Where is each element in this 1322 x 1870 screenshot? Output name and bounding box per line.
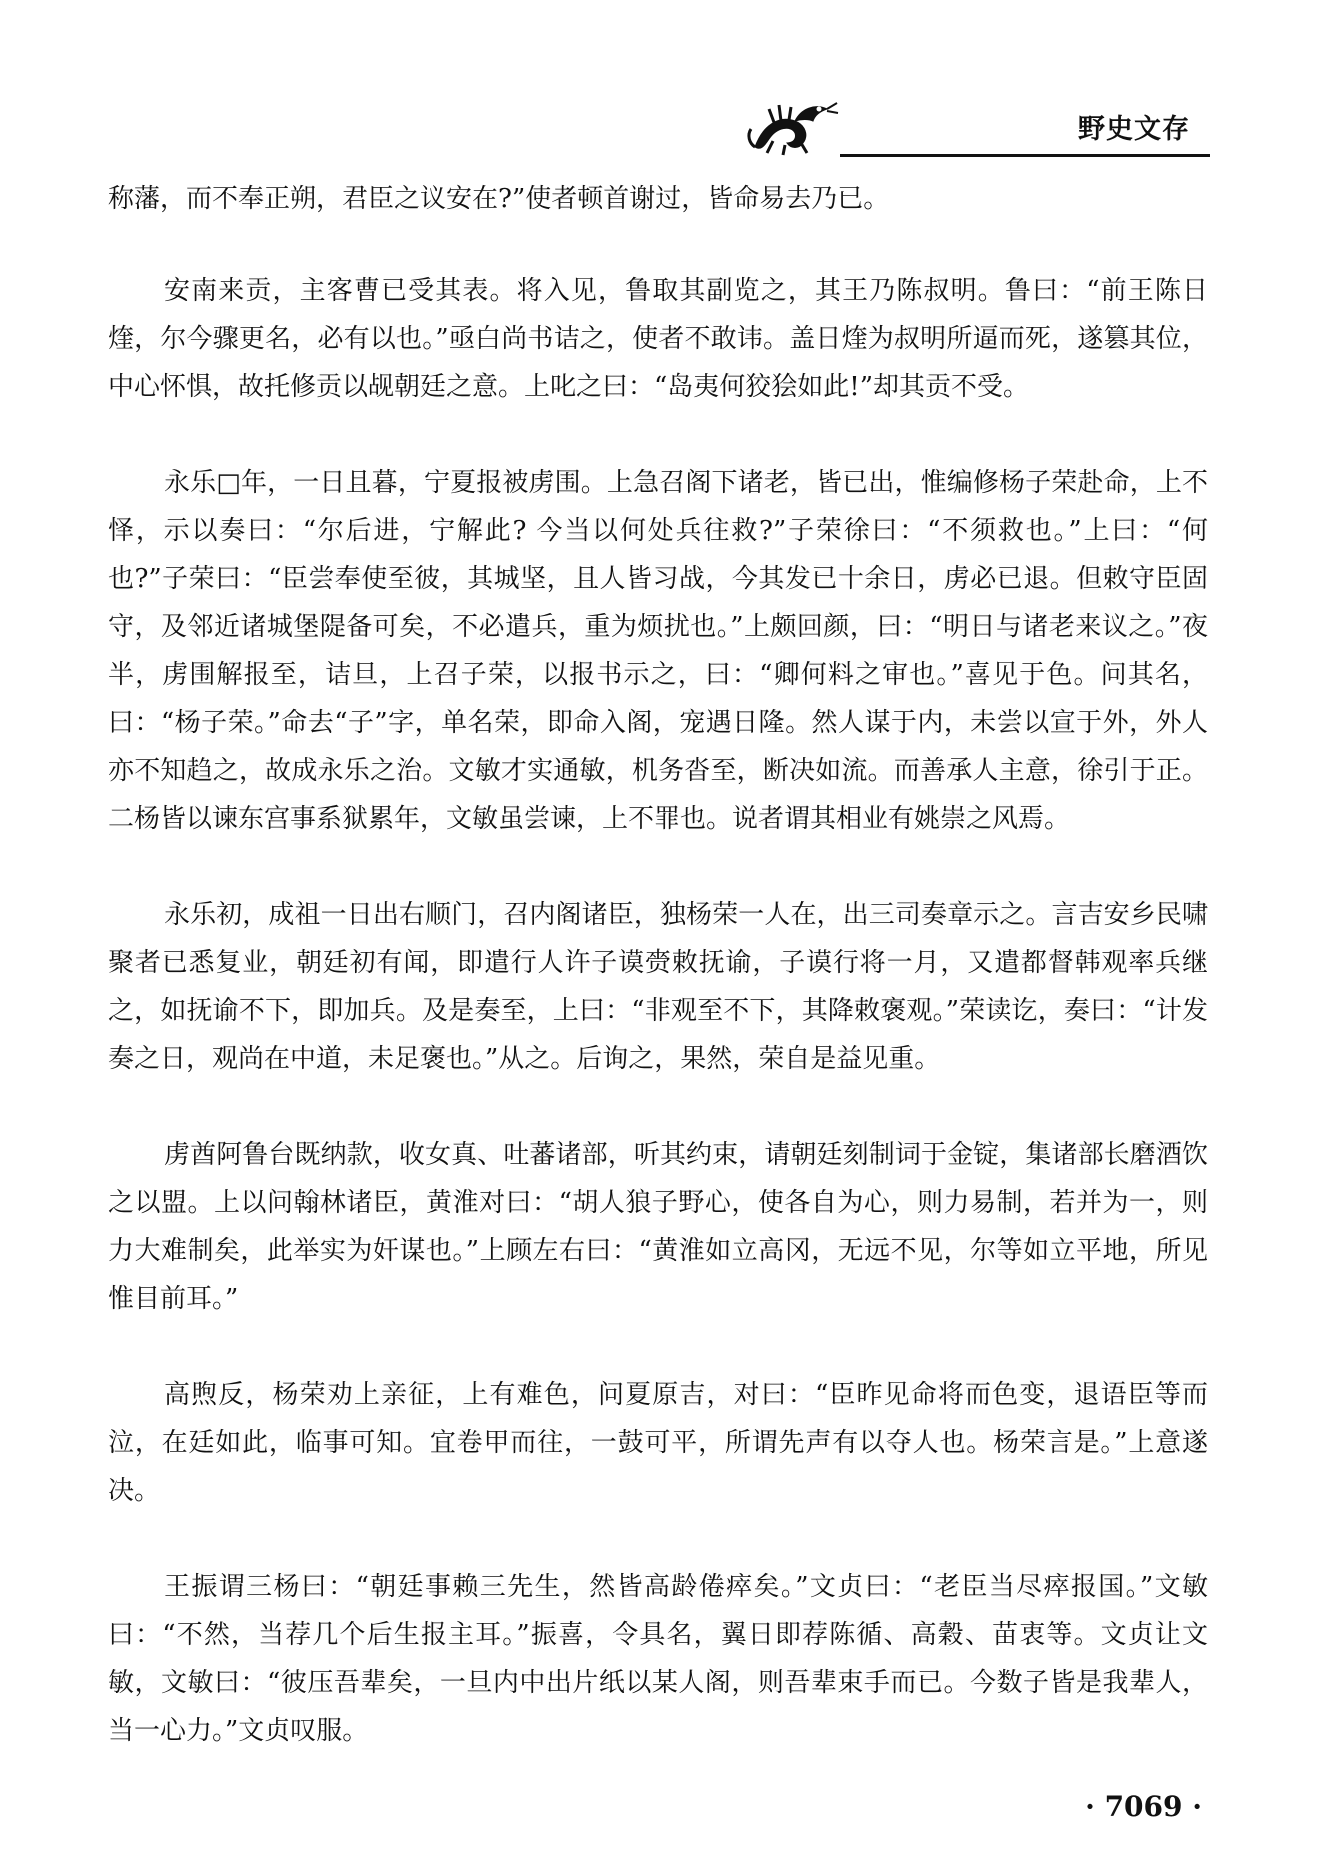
- main-text: [108, 175, 1208, 1803]
- paragraph: 永乐初，成祖一日出右顺门，召内阁诸臣，独杨荣一人在，出三司奏章示之。言吉安乡民啸聚者已悉复业，朝廷初有闻，即遣行人许子谟赍敕抚谕，子谟行将一月，又遣都督韩观率兵继之，如抚谕不下，即加兵。及是奏至，上曰：“非观至不下，其降敕褒观。”荣读讫，奏曰：“计发奏之日，观尚在中道，未足褒也。”从之。后询之，果然，荣自是益见重。: [108, 900, 1208, 1074]
- paragraph: 安南来贡，主客曹已受其表。将入见，鲁取其副览之，其王乃陈叔明。鲁曰：“前王陈日煃，尔今骤更名，必有以也。”亟白尚书诘之，使者不敢讳。盖日煃为叔明所逼而死，遂篡其位，中心怀惧，故托修贡以觇朝廷之意。上叱之曰：“岛夷何狡狯如此!”却其贡不受。: [108, 276, 1208, 402]
- running-header: [745, 95, 1210, 157]
- dragon-icon: [745, 95, 840, 157]
- paragraph: 王振谓三杨曰：“朝廷事赖三先生，然皆高龄倦瘁矣。”文贞曰：“老臣当尽瘁报国。”文敏曰：“不然，当荐几个后生报主耳。”振喜，令具名，翼日即荐陈循、高穀、苗衷等。文贞让文敏，文敏曰：“彼压吾辈矣，一旦内中出片纸以某人阁，则吾辈束手而已。今数子皆是我辈人，当一心力。”文贞叹服。: [108, 1572, 1208, 1746]
- page-number: · 7069 ·: [1085, 1790, 1202, 1823]
- header-title: 野史文存: [1078, 114, 1190, 145]
- paragraph: 高煦反，杨荣劝上亲征，上有难色，问夏原吉，对曰：“臣昨见命将而色变，退语臣等而泣，在廷如此，临事可知。宜卷甲而往，一鼓可平，所谓先声有以夺人也。杨荣言是。”上意遂决。: [108, 1380, 1208, 1506]
- paragraph: 称藩，而不奉正朔，君臣之议安在?”使者顿首谢过，皆命易去乃已。: [108, 184, 890, 214]
- paragraph: 虏酋阿鲁台既纳款，收女真、吐蕃诸部，听其约束，请朝廷刻制词于金锭，集诸部长磨酒饮之以盟。上以问翰林诸臣，黄淮对曰：“胡人狼子野心，使各自为心，则力易制，若并为一，则力大难制矣，此举实为奸谋也。”上顾左右曰：“黄淮如立高冈，无远不见，尔等如立平地，所见惟目前耳。”: [108, 1140, 1208, 1314]
- header-rule: [840, 154, 1210, 157]
- paragraph: 永乐□年，一日且暮，宁夏报被虏围。上急召阁下诸老，皆已出，惟编修杨子荣赴命，上不怿，示以奏曰：“尔后进，宁解此? 今当以何处兵往救?”子荣徐曰：“不须救也。”上曰：“何也?”子荣曰：“臣尝奉使至彼，其城坚，且人皆习战，今其发已十余日，虏必已退。但敕守臣固守，及邻近诸城堡隄备可矣，不必遣兵，重为烦扰也。”上颇回颜，曰：“明日与诸老来议之。”夜半，虏围解报至，诘旦，上召子荣，以报书示之，曰：“卿何料之审也。”喜见于色。问其名，曰：“杨子荣。”命去“子”字，单名荣，即命入阁，宠遇日隆。然人谋于内，未尝以宣于外，外人亦不知趋之，故成永乐之治。文敏才实通敏，机务沓至，断决如流。而善承人主意，徐引于正。二杨皆以谏东宫事系狱累年，文敏虽尝谏，上不罪也。说者谓其相业有姚崇之风焉。: [108, 468, 1208, 834]
